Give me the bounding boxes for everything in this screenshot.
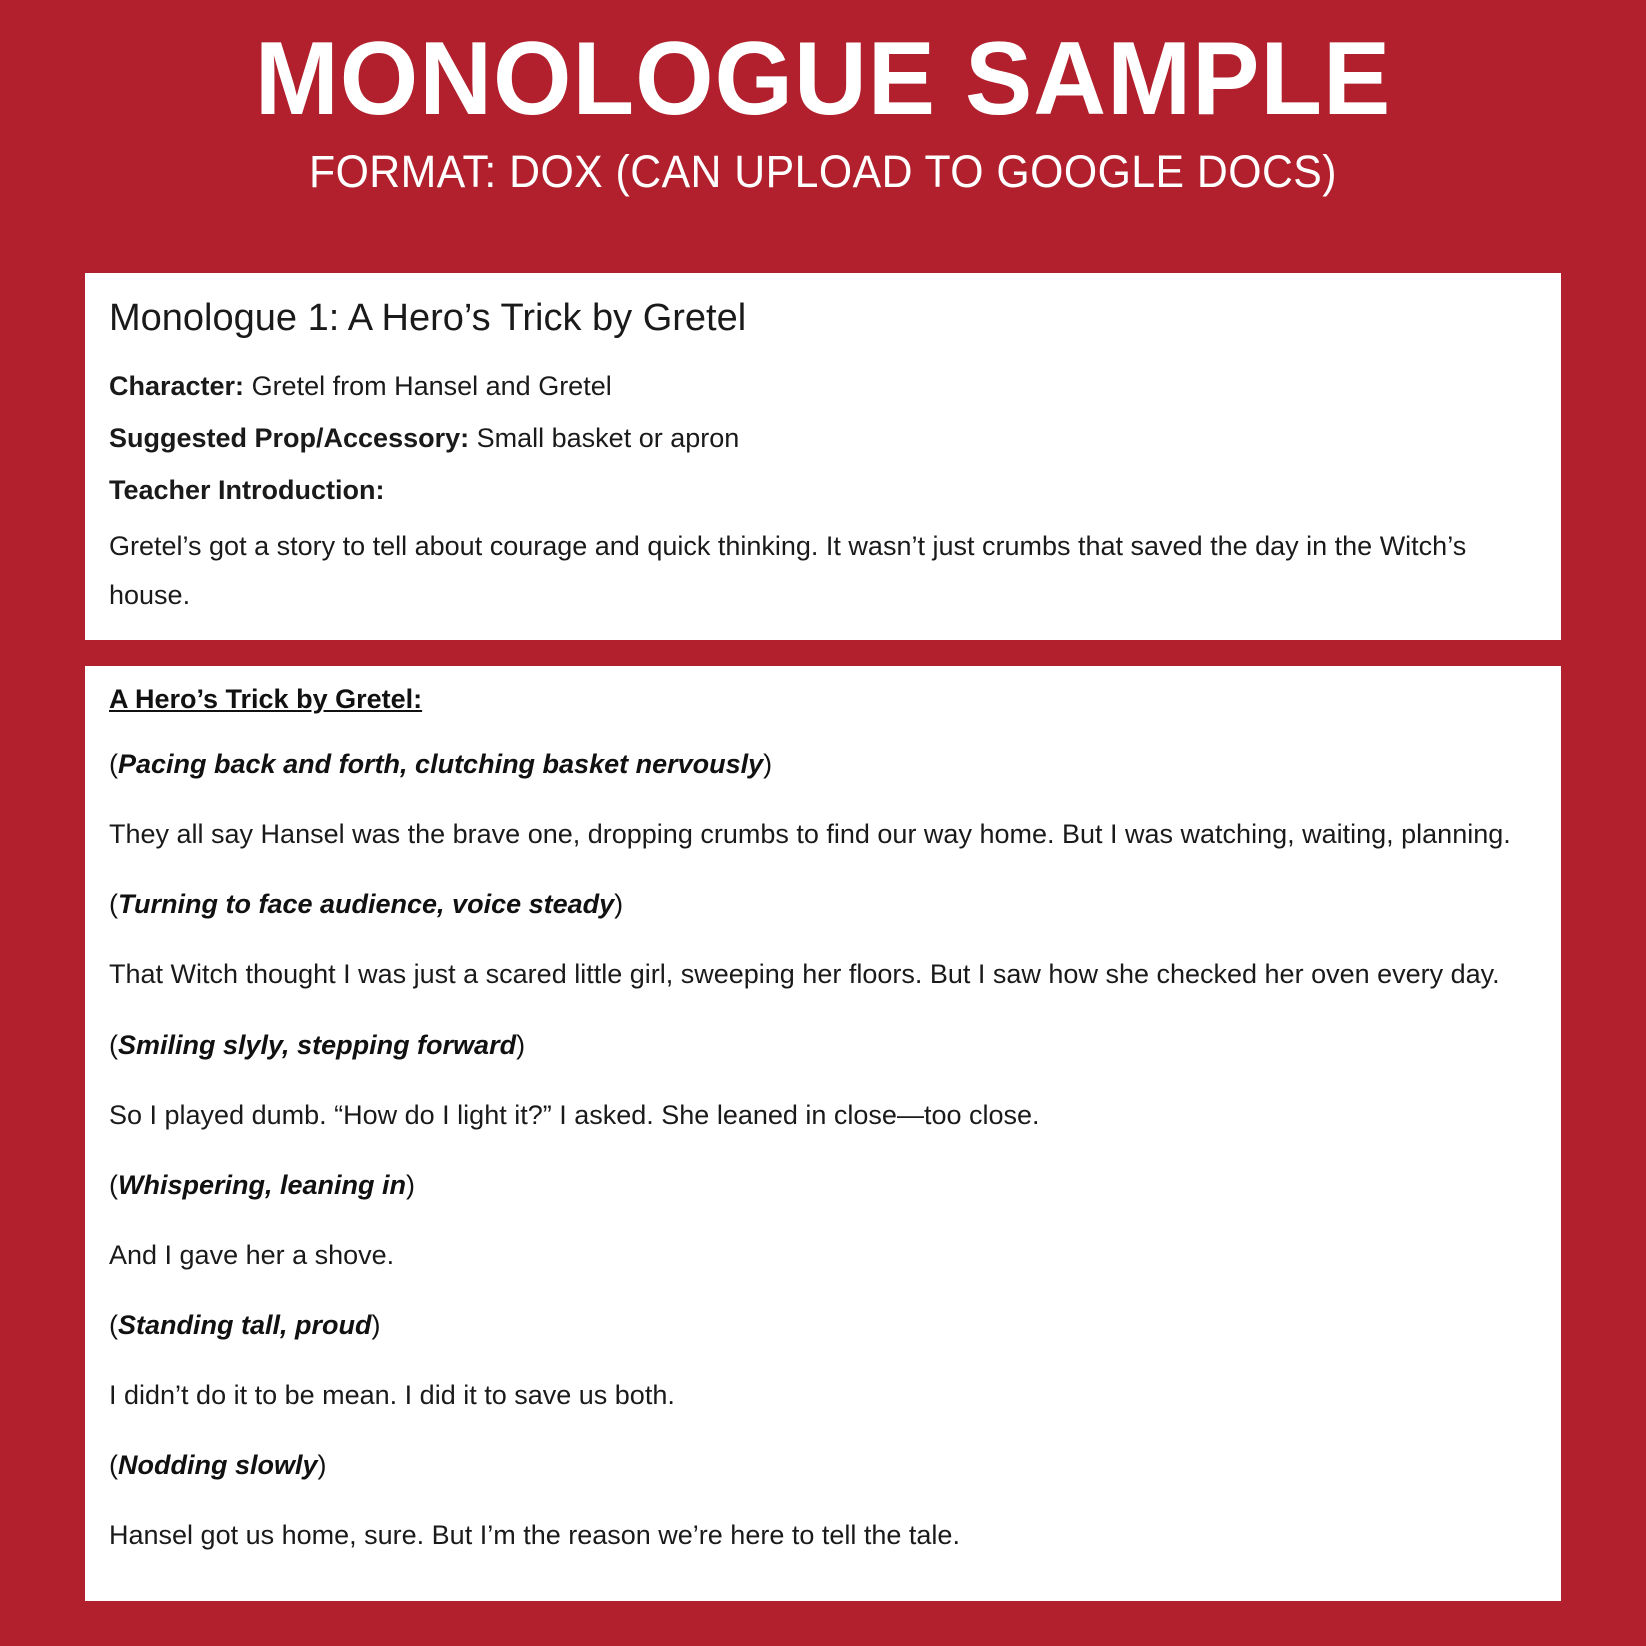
document-title: Monologue 1: A Hero’s Trick by Gretel [109,297,747,339]
paren-open: ( [109,749,118,780]
speech-line: So I played dumb. “How do I light it?” I asked. She leaned in close—too close. [109,1099,1040,1130]
speech-line: I didn’t do it to be mean. I did it to save us both. [109,1380,675,1411]
script-blocks-list [109,747,1537,1560]
paren-close: ) [371,1310,381,1340]
stage-direction-text: Whispering, leaning in [118,1169,407,1200]
document-preview [85,273,1561,1601]
info-field-value: Gretel from Hansel and Gretel [244,370,612,401]
teacher-introduction-text: Gretel’s got a story to tell about courage and quick thinking. It wasn’t just crumbs that saved the day in the Witch’s house. [109,530,1467,610]
paren-close: ) [406,1169,416,1200]
info-card [85,273,1561,640]
paren-open: ( [109,1310,118,1340]
stage-direction [109,1308,1537,1343]
paren-open: ( [109,889,118,920]
stage-direction [109,1448,1537,1483]
speech-line: They all say Hansel was the brave one, dropping crumbs to find our way home. But I was watching, waiting, planning. [109,819,1511,850]
stage-direction [109,1168,1537,1203]
header-banner [0,0,1646,197]
paren-open: ( [109,1169,118,1200]
speech-line: That Witch thought I was just a scared little girl, sweeping her floors. But I saw how she checked her oven every day. [109,959,1500,990]
banner-title: MONOLOGUE SAMPLE [254,21,1392,137]
stage-direction [109,887,1537,922]
stage-direction-text: Pacing back and forth, clutching basket nervously [118,749,764,780]
banner-subtitle: FORMAT: DOX (CAN UPLOAD TO GOOGLE DOCS) [308,146,1338,198]
info-field-label: Suggested Prop/Accessory: [109,422,470,453]
info-field-row [109,421,1537,456]
script-card [85,666,1561,1601]
speech-line: Hansel got us home, sure. But I’m the reason we’re here to tell the tale. [109,1520,960,1551]
info-field-row [109,369,1537,404]
stage-direction [109,747,1537,782]
info-fields-list [109,369,1537,508]
stage-direction-text: Turning to face audience, voice steady [118,889,615,920]
stage-direction-text: Smiling slyly, stepping forward [118,1029,517,1060]
paren-close: ) [317,1450,327,1481]
stage-direction-text: Standing tall, proud [118,1310,372,1340]
script-heading: A Hero’s Trick by Gretel: [109,684,423,715]
info-field-value: Small basket or apron [469,422,740,453]
paren-open: ( [109,1029,118,1060]
card-divider-gap [85,640,1561,666]
info-field-label: Teacher Introduction: [109,474,385,505]
paren-open: ( [109,1450,118,1481]
info-field-row [109,473,1537,508]
stage-direction [109,1028,1537,1063]
speech-line: And I gave her a shove. [109,1239,395,1270]
paren-close: ) [516,1029,526,1060]
info-field-label: Character: [109,370,245,401]
stage-direction-text: Nodding slowly [118,1450,318,1481]
paren-close: ) [614,889,624,920]
paren-close: ) [763,749,773,780]
